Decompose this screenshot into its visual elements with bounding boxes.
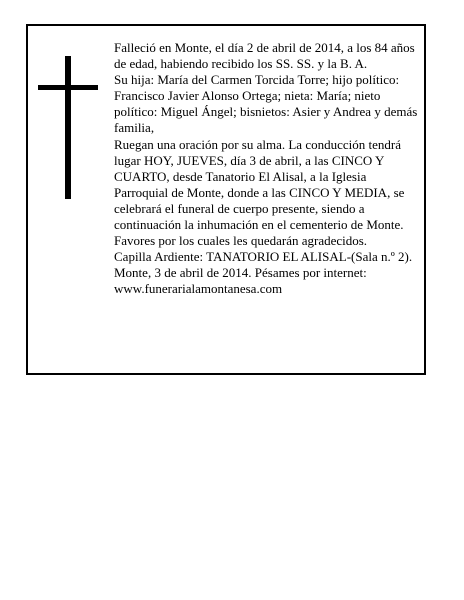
obituary-notice — [26, 24, 426, 375]
cross-horizontal-bar — [38, 85, 98, 90]
cross-vertical-bar — [65, 56, 71, 199]
chapel-info: Capilla Ardiente: TANATORIO EL ALISAL-(Sala n.º 2). — [114, 249, 413, 265]
notice-body — [114, 40, 418, 298]
date-and-website: Monte, 3 de abril de 2014. Pésames por internet: www.funerarialamontanesa.com — [114, 265, 367, 297]
cross-icon — [38, 56, 98, 199]
funeral-details: Ruegan una oración por su alma. La conducción tendrá lugar HOY, JUEVES, día 3 de abril, a las CINCO Y CUARTO, desde Tanatorio El Alisal, a la Iglesia Parroquial de Monte, donde a las CINCO Y MEDIA, se celebrará el funeral de cuerpo presente, siendo a continuación la inhumación en el cementerio de Monte. Favores por los cuales les quedarán agradecidos. — [114, 136, 405, 249]
family-list: Su hija: María del Carmen Torcida Torre; hijo político: Francisco Javier Alonso Ortega; nieta: María; nieto político: Miguel Ángel; bisnietos: Asier y Andrea y demás familia, — [114, 72, 418, 136]
death-announcement: Falleció en Monte, el día 2 de abril de 2014, a los 84 años de edad, habiendo recibido los SS. SS. y la B. A. — [114, 40, 415, 72]
